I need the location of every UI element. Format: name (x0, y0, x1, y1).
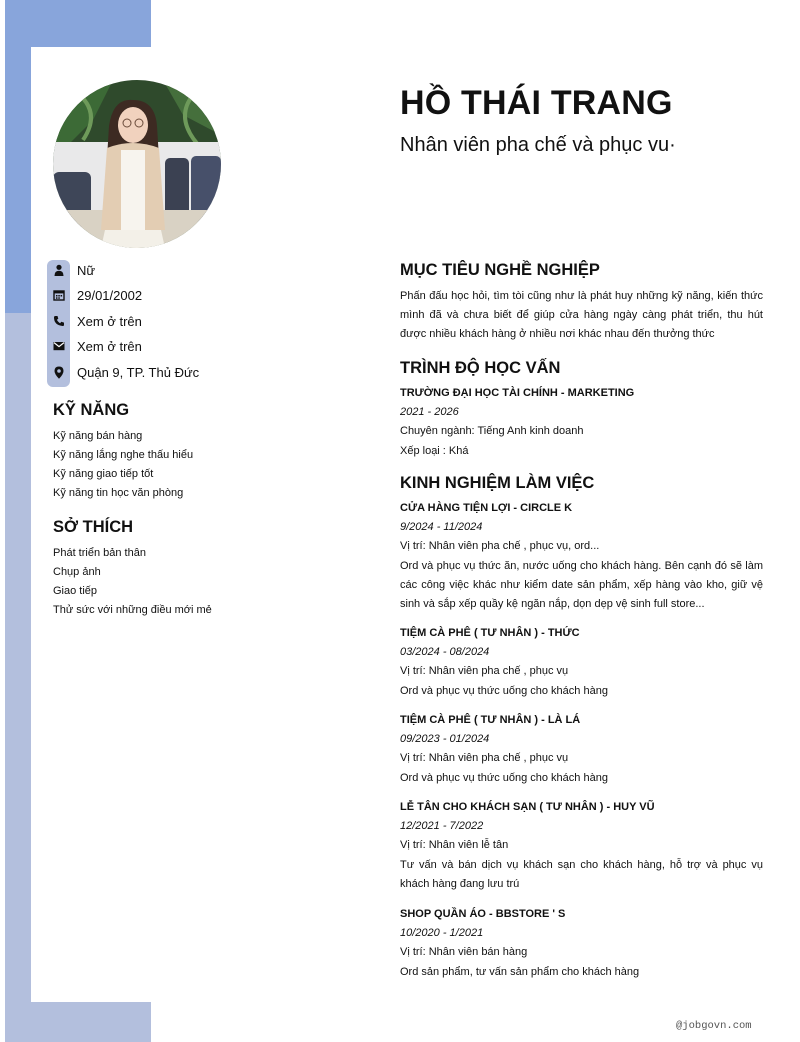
job-description: Tư vấn và bán dịch vụ khách sạn cho khách hàng, hỗ trợ và phục vụ khách hàng đang lưu trú (400, 858, 763, 890)
hobbies-list (53, 544, 212, 620)
education-heading: TRÌNH ĐỘ HỌC VẤN (400, 359, 561, 377)
job-description: Ord và phục vụ thức uống cho khách hàng (400, 684, 608, 697)
hobbies-heading: SỞ THÍCH (53, 518, 134, 536)
experience-heading: KINH NGHIỆM LÀM VIỆC (400, 474, 595, 492)
skills-list (53, 427, 193, 503)
objective-text: Phấn đấu học hỏi, tìm tòi cũng như là phát huy những kỹ năng, kiến thức mình đã và chưa biết để giúp cửa hàng ngày càng phát triển, thu hút được nhiều khách hàng ở nhiều nơi khác nhau đến thưởng thức (400, 290, 763, 340)
job-entry (400, 798, 763, 894)
job-position: Vị trí: Nhân viên pha chế , phục vụ, ord... (400, 540, 600, 552)
skill-item: Kỹ năng bán hàng (53, 430, 143, 442)
skill-item: Kỹ năng tin học văn phòng (53, 487, 184, 499)
education-major: Chuyên ngành: Tiếng Anh kinh doanh (400, 425, 584, 437)
job-position: Vị trí: Nhân viên pha chế , phục vụ (400, 752, 569, 764)
job-company: LỄ TÂN CHO KHÁCH SẠN ( TƯ NHÂN ) - HUY VŨ (400, 801, 655, 813)
contact-phone-text: Xem ở trên (77, 313, 142, 329)
education-period: 2021 - 2026 (400, 406, 459, 418)
location-pin-icon (47, 360, 70, 384)
job-description: Ord và phục vụ thức ăn, nước uống cho khách hàng. Bên cạnh đó sẽ làm các công việc khác như kiểm date sản phẩm, xếp hàng vào kho, giữ vệ sinh và sắp xếp quầy kệ ngăn nắp, dọn dẹp vệ sinh full store... (400, 559, 763, 610)
job-period: 12/2021 - 7/2022 (400, 820, 484, 832)
job-entry (400, 711, 763, 788)
job-period: 03/2024 - 08/2024 (400, 646, 490, 658)
job-entry (400, 499, 763, 614)
job-entry (400, 905, 763, 982)
job-title: Nhân viên pha chế và phục vu· (400, 134, 676, 156)
school-name: TRƯỜNG ĐẠI HỌC TÀI CHÍNH - MARKETING (400, 387, 635, 399)
job-position: Vị trí: Nhân viên pha chế , phục vụ (400, 665, 569, 677)
job-company: SHOP QUẦN ÁO - BBSTORE ' S (400, 908, 566, 920)
objective-heading: MỤC TIÊU NGHỀ NGHIỆP (400, 261, 600, 279)
contact-gender-text: Nữ (77, 262, 96, 278)
hobby-item: Giao tiếp (53, 585, 98, 597)
job-position: Vị trí: Nhân viên lễ tân (400, 839, 509, 851)
job-description: Ord sản phẩm, tư vấn sản phẩm cho khách hàng (400, 965, 640, 978)
job-position: Vị trí: Nhân viên bán hàng (400, 946, 528, 958)
contact-gender (47, 258, 247, 282)
job-entry (400, 624, 763, 701)
watermark-text: @jobgovn.com (676, 1020, 752, 1032)
skill-item: Kỹ năng giao tiếp tốt (53, 468, 154, 480)
hobby-item: Chụp ảnh (53, 566, 101, 578)
job-period: 10/2020 - 1/2021 (400, 927, 484, 939)
hobby-item: Phát triển bản thân (53, 547, 146, 559)
candidate-name: HỒ THÁI TRANG (400, 84, 673, 122)
person-icon (47, 258, 70, 282)
job-period: 9/2024 - 11/2024 (400, 521, 483, 533)
job-company: CỬA HÀNG TIỆN LỢI - CIRCLE K (400, 502, 573, 514)
contact-email-text: Xem ở trên (77, 338, 142, 354)
contact-birthday (47, 283, 247, 307)
contact-email (47, 334, 247, 358)
job-company: TIỆM CÀ PHÊ ( TƯ NHÂN ) - THỨC (400, 627, 580, 639)
contact-birthday-text: 29/01/2002 (77, 287, 143, 303)
mail-icon (47, 334, 70, 358)
hobby-item: Thử sức với những điều mới mẻ (53, 604, 212, 616)
contact-phone (47, 309, 247, 333)
contact-address-text: Quận 9, TP. Thủ Đức (77, 364, 200, 380)
skills-heading: KỸ NĂNG (53, 401, 130, 419)
skill-item: Kỹ năng lắng nghe thấu hiểu (53, 449, 194, 461)
education-rank: Xếp loại : Khá (400, 444, 469, 457)
job-company: TIỆM CÀ PHÊ ( TƯ NHÂN ) - LÀ LÁ (400, 714, 581, 726)
job-description: Ord và phục vụ thức uống cho khách hàng (400, 771, 608, 784)
job-period: 09/2023 - 01/2024 (400, 733, 490, 745)
education-block (400, 384, 763, 461)
phone-icon (47, 309, 70, 333)
profile-photo (53, 80, 221, 248)
contact-address (47, 360, 247, 384)
calendar-icon (47, 283, 70, 307)
